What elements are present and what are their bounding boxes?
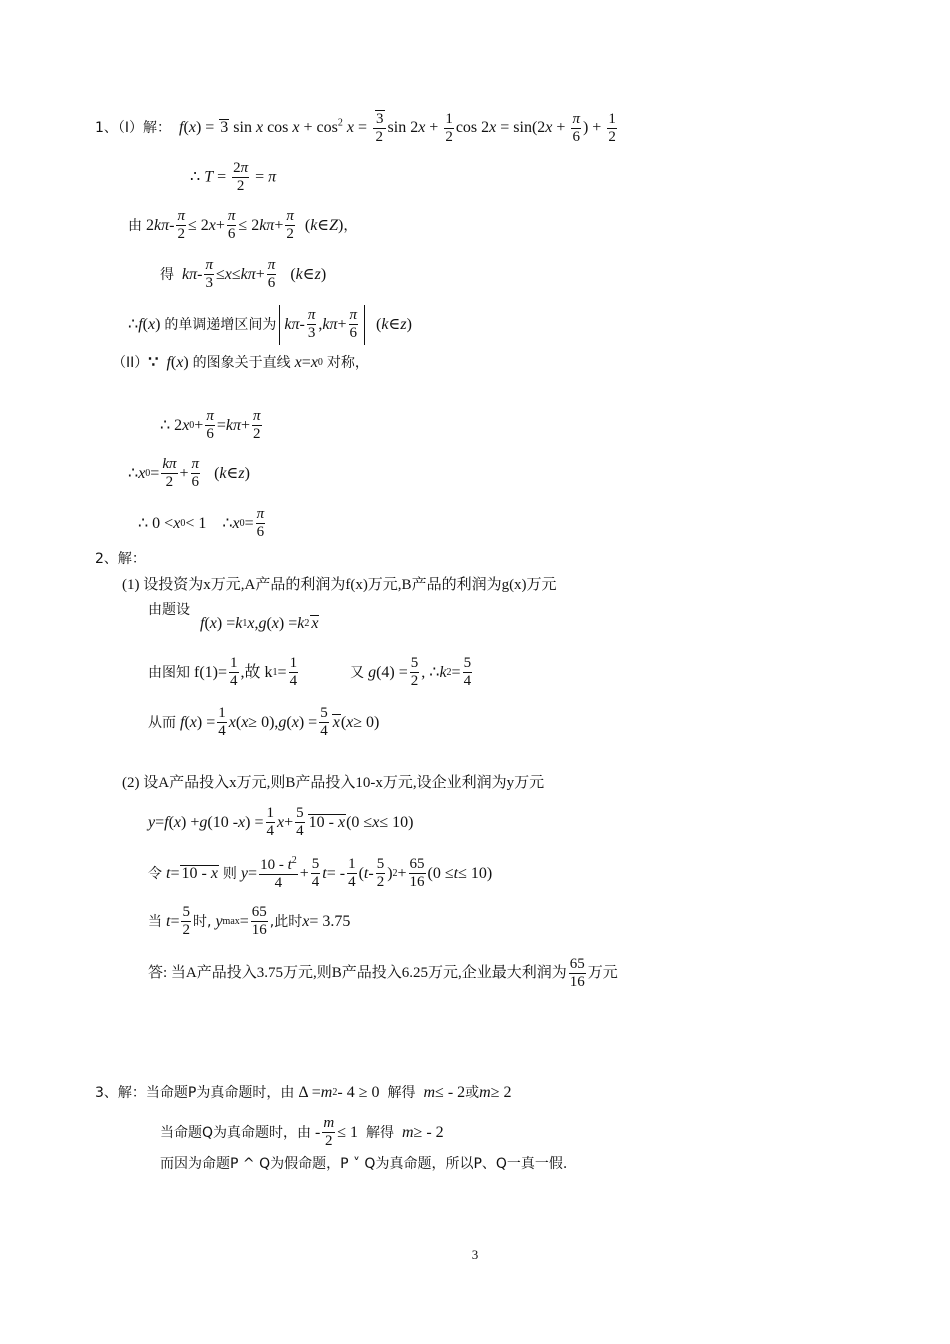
problem2-header: 2、解：: [95, 551, 146, 567]
problem1-header: 1、（I）解：: [95, 120, 172, 137]
problem2-line2-formula: f ( x ) = k 1 x , g ( x ) = k 2 x: [200, 614, 319, 632]
problem2-line3: 由图知 f(1)= 1 4 ,故 k 1 = 1 4 又 g (4) = 5 2 , ∴ k 2 = 5 4: [148, 655, 472, 690]
problem2-line8: 当 t = 5 2 时, y max = 65 16 ,此时 x = 3.75: [148, 904, 351, 939]
problem2-line1: (1) 设投资为x万元,A产品的利润为f(x)万元,B产品的利润为g(x)万元: [122, 577, 557, 593]
page-number: 3: [471, 1247, 479, 1262]
problem2-line4: 从而 f ( x ) = 1 4 x ( x ≥ 0), g ( x ) = 5 4 x ( x ≥ 0): [148, 705, 380, 740]
problem1-line1: 1、（I）解： f(x) = 3 sin x $\cos x + \cos^2 x$ = $\frac{3}{2}$ sin 2x + $\frac{1}{2}$ cos 2x = sin(2x + $\frac{\pi}{6}$ ) + $\frac{1}{2}$: [95, 110, 616, 146]
problem1-line4: 得 kπ - π 3 ≤ x ≤ kπ + π 6 ( k ∈ z ): [160, 257, 327, 292]
problem1-line6: （II） ∵ f ( x ) 的图象关于直线 x = x 0 对称，: [112, 354, 369, 371]
problem1-line2: ∴ T = $\frac{2\pi}{2}$ = π: [190, 160, 277, 195]
problem2-line9: 答: 当A产品投入3.75万元,则B产品投入6.25万元,企业最大利润为 65 16 万元: [148, 956, 618, 991]
problem1-line8: ∴ x 0 = kπ 2 + π 6 ( k ∈ z ): [128, 456, 250, 491]
problem2-line2: 由题设: [148, 602, 190, 618]
problem2-line7: 令 t = 10 - x 则 y = $10 - t^2$ 4 + 5 4 t = - 1 4 ( t - 5 2 ) 2 + 65 16 (0 ≤ t ≤ 10): [148, 855, 493, 892]
problem3-line3: 而因为命题P ^ Q为假命题，P ˅ Q为真命题，所以P、Q一真一假.: [160, 1156, 568, 1172]
problem1-line7: ∴ 2 x 0 + π 6 = kπ + π 2: [160, 408, 261, 443]
problem1-line5: ∴ f ( x ) 的单调递增区间为 kπ - π 3 , kπ + π 6 ( k ∈ z ): [128, 305, 412, 345]
problem3-line2: 当命题Q为真命题时，由 - m 2 ≤ 1 解得 m ≥ - 2: [160, 1115, 444, 1150]
problem2-line5: (2) 设A产品投入x万元,则B产品投入10-x万元,设企业利润为y万元: [122, 775, 545, 791]
problem2-line6: y = f ( x ) + g (10 - x ) = 1 4 x + 5 4 10 - x (0 ≤ x ≤ 10): [148, 805, 414, 840]
problem3-line1: 3、解：当命题P为真命题时，由 Δ = m 2 - 4 ≥ 0 解得 m ≤ - 2 或 m ≥ 2: [95, 1084, 512, 1101]
problem1-line3: 由 2 kπ - π 2 ≤ 2 x + π 6 ≤ 2 kπ + π 2 ( k ∈ Z ) ，: [128, 208, 358, 243]
problem1-line9: ∴ 0 < x 0 < 1 ∴ x 0 = π 6: [138, 506, 265, 541]
